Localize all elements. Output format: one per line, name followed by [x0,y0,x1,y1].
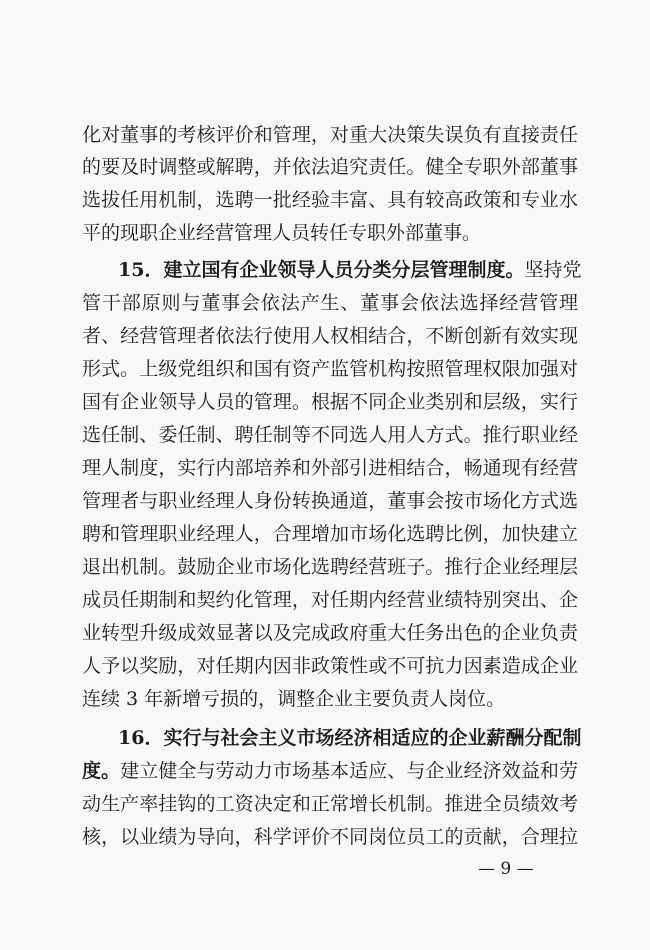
paragraph-line: 的要及时调整或解聘，并依法追究责任。健全专职外部董事 [82,156,578,178]
paragraph-line: 化对董事的考核评价和管理，对重大决策失误负有直接责任 [82,124,578,146]
paragraph-line: 动生产率挂钩的工资决定和正常增长机制。推进全员绩效考 [82,793,578,815]
paragraph-line: 形式。上级党组织和国有资产监管机构按照管理权限加强对 [82,358,578,380]
paragraph-line: 成员任期制和契约化管理，对任期内经营业绩特别突出、企 [82,589,578,611]
section-16-heading-end: 度。 [82,760,121,782]
section-16-text: 建立健全与劳动力市场基本适应、与企业经济效益和劳 [120,760,578,782]
paragraph-line: 管干部原则与董事会依法产生、董事会依法选择经营管理 [82,292,578,314]
section-15-heading-rest: 坚持党 [524,259,582,281]
paragraph-line: 人予以奖励，对任期内因非政策性或不可抗力因素造成企业 [82,655,578,677]
page-number: — 9 — [478,859,534,879]
section-16-second-line [82,759,578,783]
section-15-first-line [118,258,582,282]
paragraph-line: 理人制度，实行内部培养和外部引进相结合，畅通现有经营 [82,457,578,479]
paragraph-line: 退出机制。鼓励企业市场化选聘经营班子。推行企业经理层 [82,556,578,578]
paragraph-line: 选任制、委任制、聘任制等不同选人用人方式。推行职业经 [82,424,578,446]
section-15-heading: 15．建立国有企业领导人员分类分层管理制度。 [118,259,525,281]
paragraph-line: 平的现职企业经营管理人员转任专职外部董事。 [82,222,482,244]
paragraph-line: 核，以业绩为导向，科学评价不同岗位员工的贡献，合理拉 [82,826,578,848]
paragraph-line: 连续 3 年新增亏损的，调整企业主要负责人岗位。 [82,688,506,710]
paragraph-line: 选拔任用机制，选聘一批经验丰富、具有较高政策和专业水 [82,189,578,211]
paragraph-line: 者、经营管理者依法行使用人权相结合，不断创新有效实现 [82,325,578,347]
paragraph-line: 业转型升级成效显著以及完成政府重大任务出色的企业负责 [82,622,578,644]
paragraph-line: 聘和管理职业经理人，合理增加市场化选聘比例，加快建立 [82,523,578,545]
section-16-heading: 16．实行与社会主义市场经济相适应的企业薪酬分配制 [118,727,582,749]
paragraph-line: 国有企业领导人员的管理。根据不同企业类别和层级，实行 [82,391,578,413]
paragraph-line: 管理者与职业经理人身份转换通道，董事会按市场化方式选 [82,490,578,512]
